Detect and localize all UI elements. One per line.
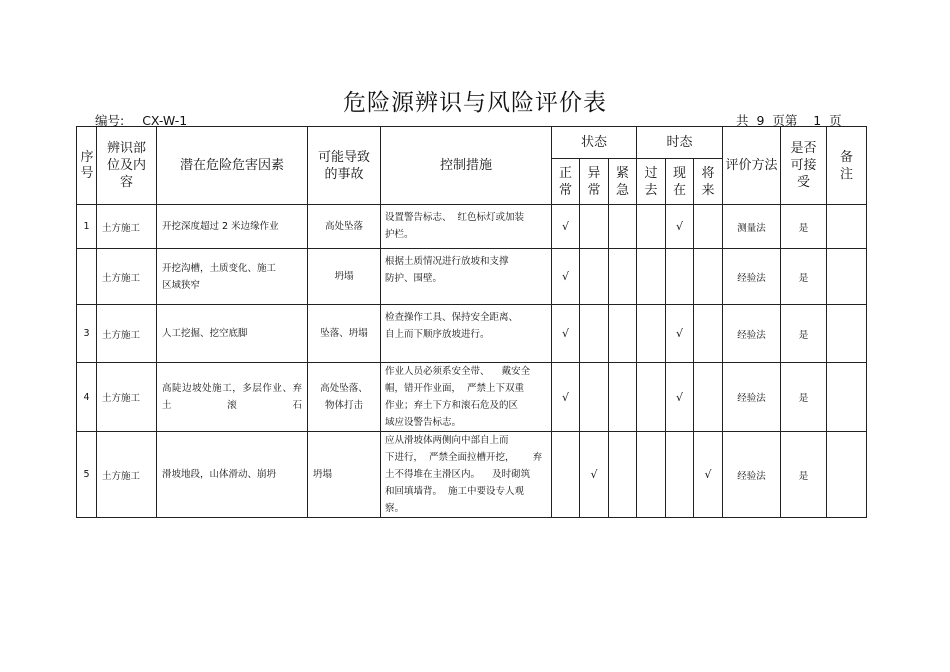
cell-seq: 5 [77,432,97,518]
header-hazard: 潜在危险危害因素 [157,127,308,205]
cell-location: 土方施工 [97,249,157,305]
cell-remarks [827,305,867,363]
cell-normal-check [552,249,580,305]
control-line: 应从滑坡体两侧向中部自上而 [385,435,509,446]
check-mark: √ [561,390,569,404]
cell-past-check [637,363,666,432]
cell-emergency-check [609,305,637,363]
cell-seq [77,249,97,305]
check-mark: √ [676,220,684,233]
accident-text: 坍塌 [334,271,354,282]
cell-remarks [827,205,867,249]
cell-future-check [694,305,723,363]
document-title: 危险源辨识与风险评价表 [343,90,607,116]
header-acceptable: 是否可接受 [781,127,827,205]
cell-past-check [637,205,666,249]
cell-normal-check [552,205,580,249]
cell-future-check [694,205,723,249]
cell-control [381,363,552,432]
control-line: 设置警告标志、 红色标灯或加装 [385,212,525,223]
cell-hazard [157,432,308,518]
check-mark: √ [676,390,684,404]
cell-present-check [666,249,694,305]
header-time-past: 过去 [637,159,666,205]
cell-past-check [637,249,666,305]
cell-abnormal-check [580,305,609,363]
control-line: 域应设警告标志。 [385,417,462,428]
code-label: 编号: [95,113,125,128]
cell-hazard [157,363,308,432]
header-location: 辨识部位及内容 [97,127,157,205]
control-line: 下进行， 严禁全面拉槽开挖， 弃 [385,452,543,463]
cell-hazard [157,205,308,249]
cell-location: 土方施工 [97,205,157,249]
cell-accident [308,305,381,363]
cell-remarks [827,432,867,518]
header-accident: 可能导致的事故 [308,127,381,205]
accident-text: 高处坠落 [324,221,363,232]
control-line: 作业；弃土下方和滚石危及的区 [385,400,519,411]
cell-hazard [157,249,308,305]
cell-method: 经验法 [723,363,781,432]
cell-past-check [637,432,666,518]
cell-accident [308,205,381,249]
header-seq: 序号 [77,127,97,205]
table-row [77,305,867,363]
check-mark: √ [704,468,712,481]
cell-acceptable: 是 [781,305,827,363]
cell-acceptable: 是 [781,432,827,518]
control-line: 防护、围壁。 [385,273,443,284]
cell-method: 经验法 [723,305,781,363]
cell-control [381,432,552,518]
table-row [77,249,867,305]
hazard-text: 人工挖掘、挖空底脚 [162,328,248,339]
cell-abnormal-check [580,249,609,305]
cell-acceptable: 是 [781,363,827,432]
cell-emergency-check [609,249,637,305]
control-line: 自上而下顺序放坡进行。 [385,329,490,340]
header-time-present: 现在 [666,159,694,205]
hazard-text: 开挖深度超过 2 米边缘作业 [162,221,279,232]
cell-hazard [157,305,308,363]
cell-remarks [827,249,867,305]
accident-text: 坍塌 [313,469,333,480]
check-mark: √ [590,468,598,481]
cell-method: 经验法 [723,249,781,305]
cell-acceptable: 是 [781,205,827,249]
cell-abnormal-check [580,363,609,432]
control-line: 土不得堆在主滑区内。 及时砌筑 [385,469,531,480]
control-line: 作业人员必须系安全带、 戴安全 [385,366,531,377]
cell-emergency-check [609,363,637,432]
control-line: 帽，错开作业面， 严禁上下双重 [385,383,525,394]
cell-past-check [637,305,666,363]
header-time: 时态 [637,127,723,159]
cell-seq: 4 [77,363,97,432]
cell-accident [308,249,381,305]
control-line: 察。 [385,503,405,514]
control-line: 护栏。 [385,229,414,240]
accident-text: 高处坠落、 物体打击 [320,383,368,411]
control-line: 检查操作工具、保持安全距离、 [385,312,519,323]
control-line: 和回填墙背。 施工中要设专人观 [385,486,525,497]
check-mark: √ [561,327,569,340]
cell-normal-check [552,305,580,363]
accident-text: 坠落、坍塌 [320,328,368,339]
cell-method: 测量法 [723,205,781,249]
header-state-emergency: 紧急 [609,159,637,205]
table-row [77,363,867,432]
header-state-abnormal: 异常 [580,159,609,205]
hazard-text: 滑坡地段，山体滑动、崩坍 [162,469,277,480]
cell-location: 土方施工 [97,432,157,518]
header-remarks: 备注 [827,127,867,205]
cell-emergency-check [609,205,637,249]
header-control: 控制措施 [381,127,552,205]
cell-present-check [666,432,694,518]
check-mark: √ [676,327,684,340]
header-method: 评价方法 [723,127,781,205]
header-row-1 [77,127,867,159]
cell-present-check [666,363,694,432]
header-state: 状态 [552,127,637,159]
code-value: CX-W-1 [142,113,188,128]
check-mark: √ [561,220,569,233]
cell-future-check [694,249,723,305]
cell-method: 经验法 [723,432,781,518]
cell-seq: 3 [77,305,97,363]
cell-control [381,205,552,249]
cell-accident [308,432,381,518]
hazard-text: 高陡边坡处施工，多层作业、弃土滚石 [162,383,302,411]
header-time-future: 将来 [694,159,723,205]
hazard-text: 开挖沟槽，土质变化、施工 区域狭窄 [162,262,277,291]
header-state-normal: 正常 [552,159,580,205]
check-mark: √ [561,270,569,283]
cell-present-check [666,205,694,249]
cell-abnormal-check [580,432,609,518]
cell-future-check [694,363,723,432]
cell-emergency-check [609,432,637,518]
cell-acceptable: 是 [781,249,827,305]
cell-future-check [694,432,723,518]
cell-location: 土方施工 [97,305,157,363]
cell-present-check [666,305,694,363]
table-row [77,205,867,249]
control-line: 根据土质情况进行放坡和支撑 [385,256,509,267]
risk-assessment-table [76,126,867,518]
cell-remarks [827,363,867,432]
cell-location: 土方施工 [97,363,157,432]
table-body [77,205,867,518]
cell-seq: 1 [77,205,97,249]
cell-normal-check [552,432,580,518]
page-counter: 共 9 页第 1 页 [736,113,842,128]
cell-normal-check [552,363,580,432]
cell-accident [308,363,381,432]
table-row [77,432,867,518]
cell-control [381,249,552,305]
cell-control [381,305,552,363]
cell-abnormal-check [580,205,609,249]
